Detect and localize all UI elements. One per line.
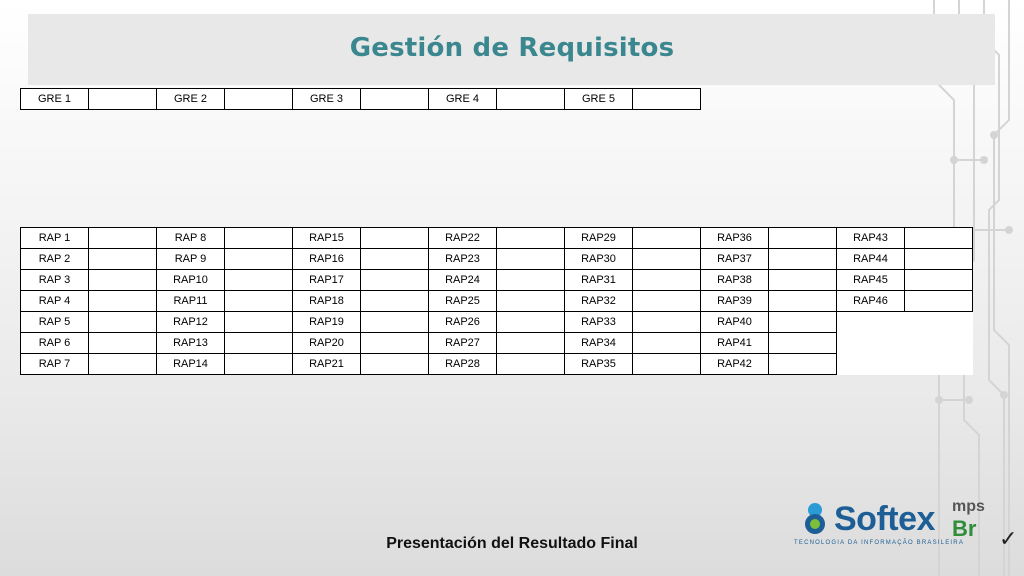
rap-row [21, 333, 973, 354]
rap-value-cell [633, 333, 701, 354]
rap-label-cell: RAP 7 [21, 354, 89, 375]
rap-label-cell: RAP14 [157, 354, 225, 375]
rap-value-cell [769, 249, 837, 270]
gre-label-cell: GRE 2 [157, 89, 225, 110]
rap-label-cell: RAP40 [701, 312, 769, 333]
rap-label-cell: RAP18 [293, 291, 361, 312]
rap-value-cell [497, 291, 565, 312]
rap-row [21, 291, 973, 312]
rap-label-cell: RAP27 [429, 333, 497, 354]
page-title: Gestión de Requisitos [349, 33, 675, 63]
rap-label-cell: RAP31 [565, 270, 633, 291]
rap-label-cell: RAP 8 [157, 228, 225, 249]
gre-value-cell [361, 89, 429, 110]
rap-row [21, 270, 973, 291]
gre-value-cell [497, 89, 565, 110]
rap-value-cell [497, 270, 565, 291]
rap-value-cell [361, 228, 429, 249]
rap-label-cell: RAP35 [565, 354, 633, 375]
rap-label-cell: RAP 5 [21, 312, 89, 333]
rap-label-cell: RAP12 [157, 312, 225, 333]
rap-value-cell [769, 291, 837, 312]
rap-label-cell: RAP29 [565, 228, 633, 249]
rap-empty-cell [837, 312, 905, 333]
rap-value-cell [769, 270, 837, 291]
rap-label-cell: RAP19 [293, 312, 361, 333]
rap-value-cell [769, 228, 837, 249]
rap-label-cell: RAP38 [701, 270, 769, 291]
rap-value-cell [905, 228, 973, 249]
rap-value-cell [497, 228, 565, 249]
rap-value-cell [497, 354, 565, 375]
gre-label-cell: GRE 1 [21, 89, 89, 110]
rap-value-cell [225, 291, 293, 312]
rap-value-cell [89, 291, 157, 312]
softex-mark-icon [802, 502, 828, 536]
softex-mpsbr-logo [794, 498, 1020, 554]
rap-label-cell: RAP22 [429, 228, 497, 249]
rap-label-cell: RAP 4 [21, 291, 89, 312]
rap-empty-cell [905, 312, 973, 333]
rap-label-cell: RAP44 [837, 249, 905, 270]
rap-label-cell: RAP46 [837, 291, 905, 312]
rap-label-cell: RAP23 [429, 249, 497, 270]
rap-label-cell: RAP26 [429, 312, 497, 333]
rap-value-cell [633, 354, 701, 375]
rap-label-cell: RAP30 [565, 249, 633, 270]
rap-value-cell [769, 333, 837, 354]
rap-value-cell [89, 249, 157, 270]
rap-row [21, 312, 973, 333]
rap-label-cell: RAP41 [701, 333, 769, 354]
rap-value-cell [633, 270, 701, 291]
rap-label-cell: RAP42 [701, 354, 769, 375]
rap-value-cell [89, 354, 157, 375]
rap-label-cell: RAP36 [701, 228, 769, 249]
mps-label: mps [952, 498, 985, 515]
rap-value-cell [361, 312, 429, 333]
rap-label-cell: RAP 1 [21, 228, 89, 249]
rap-value-cell [905, 249, 973, 270]
rap-label-cell: RAP25 [429, 291, 497, 312]
rap-empty-cell [837, 354, 905, 375]
rap-value-cell [497, 249, 565, 270]
rap-label-cell: RAP13 [157, 333, 225, 354]
rap-label-cell: RAP11 [157, 291, 225, 312]
rap-label-cell: RAP45 [837, 270, 905, 291]
footer-text: Presentación del Resultado Final [386, 535, 638, 552]
rap-label-cell: RAP37 [701, 249, 769, 270]
rap-label-cell: RAP 9 [157, 249, 225, 270]
rap-value-cell [225, 333, 293, 354]
rap-label-cell: RAP32 [565, 291, 633, 312]
rap-value-cell [497, 312, 565, 333]
rap-empty-cell [837, 333, 905, 354]
rap-row [21, 354, 973, 375]
check-icon: ✓ [999, 526, 1018, 551]
gre-label-cell: GRE 4 [429, 89, 497, 110]
rap-value-cell [225, 354, 293, 375]
rap-row [21, 228, 973, 249]
gre-value-cell [89, 89, 157, 110]
rap-value-cell [361, 270, 429, 291]
br-label: Br [952, 516, 977, 541]
rap-label-cell: RAP 3 [21, 270, 89, 291]
rap-value-cell [361, 333, 429, 354]
rap-value-cell [769, 354, 837, 375]
rap-value-cell [905, 270, 973, 291]
gre-value-cell [633, 89, 701, 110]
rap-label-cell: RAP43 [837, 228, 905, 249]
rap-value-cell [633, 291, 701, 312]
gre-value-cell [225, 89, 293, 110]
rap-value-cell [225, 312, 293, 333]
rap-label-cell: RAP 2 [21, 249, 89, 270]
rap-value-cell [89, 333, 157, 354]
rap-label-cell: RAP21 [293, 354, 361, 375]
gre-row [21, 89, 701, 110]
rap-label-cell: RAP15 [293, 228, 361, 249]
rap-label-cell: RAP24 [429, 270, 497, 291]
rap-empty-cell [905, 354, 973, 375]
rap-value-cell [361, 291, 429, 312]
rap-label-cell: RAP34 [565, 333, 633, 354]
rap-label-cell: RAP17 [293, 270, 361, 291]
rap-value-cell [633, 228, 701, 249]
rap-empty-cell [905, 333, 973, 354]
rap-value-cell [225, 270, 293, 291]
rap-value-cell [89, 228, 157, 249]
rap-row [21, 249, 973, 270]
rap-value-cell [497, 333, 565, 354]
rap-value-cell [633, 312, 701, 333]
rap-value-cell [769, 312, 837, 333]
rap-table [20, 227, 973, 375]
rap-value-cell [361, 249, 429, 270]
rap-label-cell: RAP33 [565, 312, 633, 333]
rap-label-cell: RAP20 [293, 333, 361, 354]
gre-label-cell: GRE 3 [293, 89, 361, 110]
rap-label-cell: RAP10 [157, 270, 225, 291]
rap-value-cell [89, 270, 157, 291]
rap-value-cell [225, 228, 293, 249]
gre-table [20, 88, 701, 110]
rap-label-cell: RAP39 [701, 291, 769, 312]
rap-label-cell: RAP 6 [21, 333, 89, 354]
rap-value-cell [225, 249, 293, 270]
rap-value-cell [361, 354, 429, 375]
rap-value-cell [89, 312, 157, 333]
rap-label-cell: RAP16 [293, 249, 361, 270]
rap-value-cell [905, 291, 973, 312]
rap-label-cell: RAP28 [429, 354, 497, 375]
rap-value-cell [633, 249, 701, 270]
logo-wordmark: Softex [834, 500, 935, 538]
logo-tagline: TECNOLOGIA DA INFORMAÇÃO BRASILEIRA [794, 540, 965, 546]
gre-label-cell: GRE 5 [565, 89, 633, 110]
